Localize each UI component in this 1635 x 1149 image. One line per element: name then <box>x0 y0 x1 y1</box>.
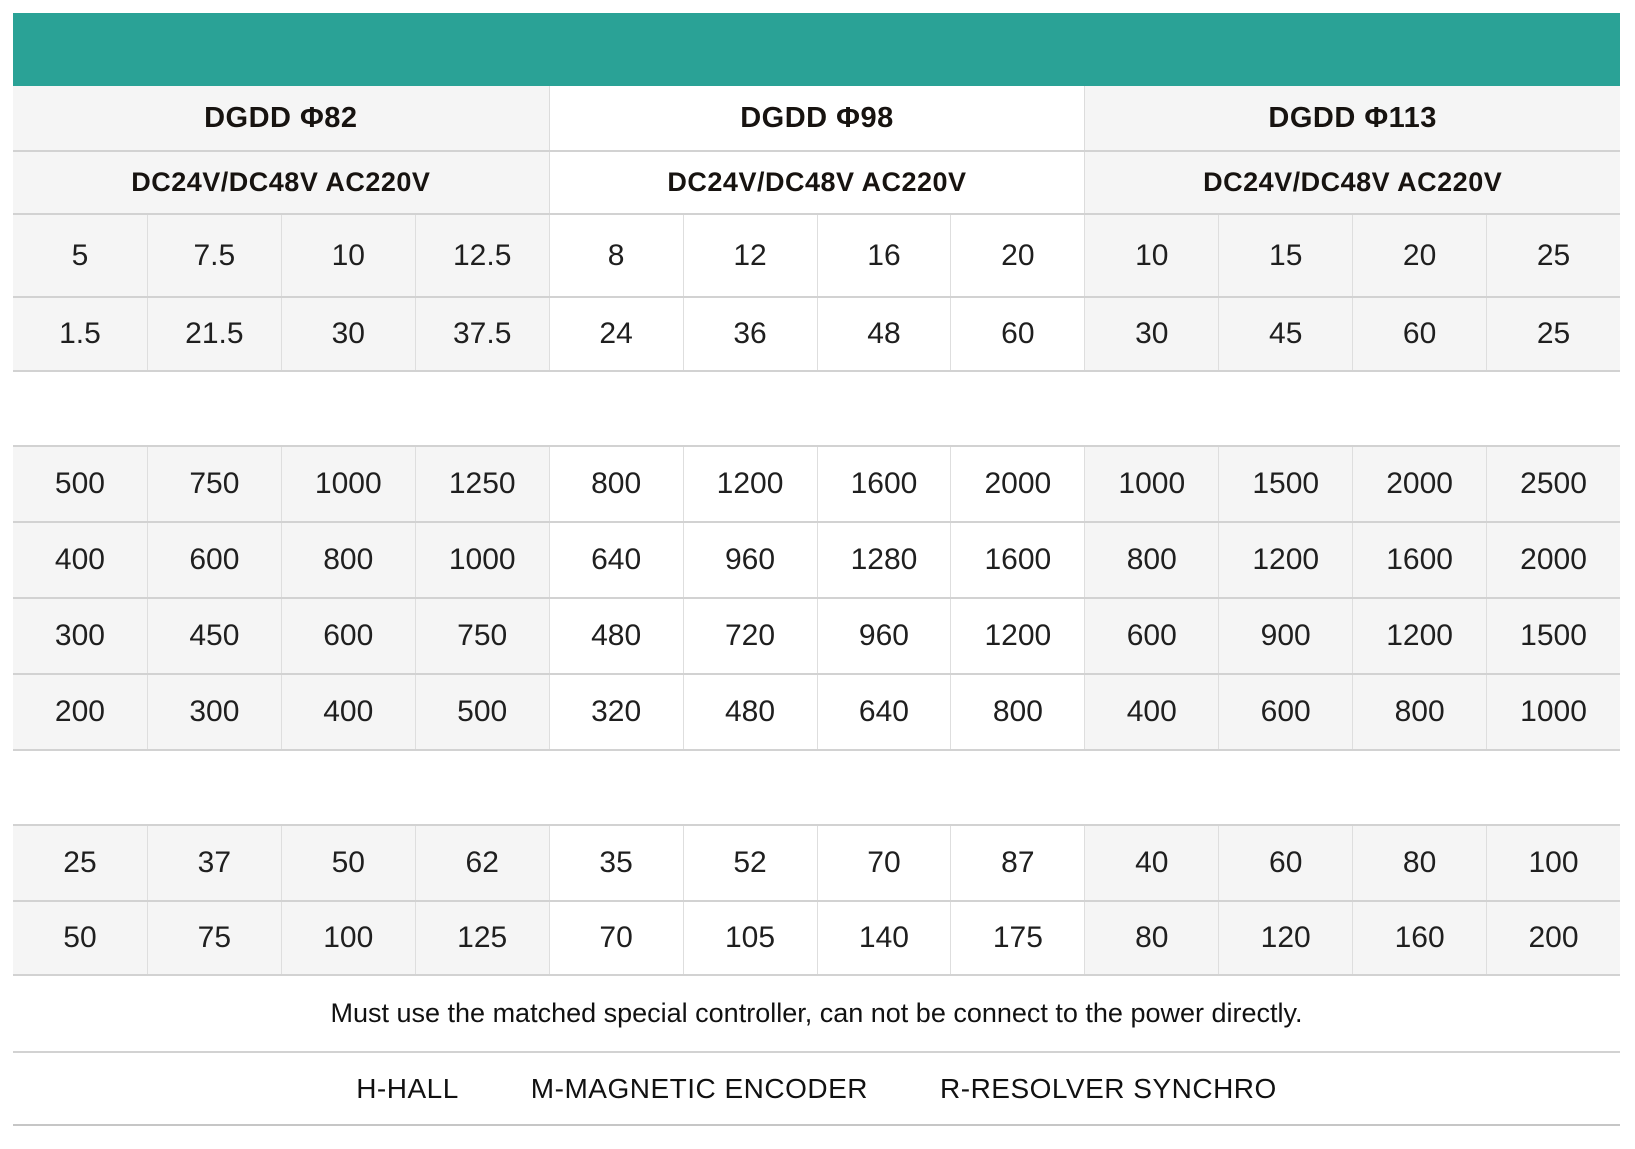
table-cell: 16 <box>817 215 951 296</box>
table-cell: 1200 <box>683 447 817 521</box>
table-row <box>13 673 1620 749</box>
table-cell: 800 <box>1084 523 1218 597</box>
table-cell: 40 <box>1084 826 1218 900</box>
table-cell: 800 <box>1352 675 1486 749</box>
table-cell: 1250 <box>415 447 549 521</box>
table-cell: 160 <box>1352 902 1486 974</box>
table-title-banner <box>13 13 1620 86</box>
table-cell: 21.5 <box>147 298 281 370</box>
table-cell: 500 <box>13 447 147 521</box>
table-cell: 80 <box>1352 826 1486 900</box>
table-row <box>13 213 1620 296</box>
voltage-header-dgdd-98: DC24V/DC48V AC220V <box>549 152 1085 213</box>
table-cell: 36 <box>683 298 817 370</box>
table-cell: 60 <box>1218 826 1352 900</box>
table-cell: 800 <box>549 447 683 521</box>
table-cell: 1600 <box>817 447 951 521</box>
table-row <box>13 900 1620 974</box>
table-cell: 2000 <box>950 447 1084 521</box>
table-cell: 37.5 <box>415 298 549 370</box>
table-cell: 60 <box>1352 298 1486 370</box>
table-cell: 1000 <box>1084 447 1218 521</box>
table-cell: 125 <box>415 902 549 974</box>
table-cell: 1200 <box>1352 599 1486 673</box>
model-header-dgdd-82: DGDD Φ82 <box>13 86 549 150</box>
table-cell: 25 <box>1486 298 1620 370</box>
table-cell: 1000 <box>1486 675 1620 749</box>
table-cell: 87 <box>950 826 1084 900</box>
table-cell: 300 <box>13 599 147 673</box>
voltage-header-row <box>13 150 1620 213</box>
table-cell: 37 <box>147 826 281 900</box>
sensor-legend-row <box>13 1051 1620 1126</box>
table-cell: 600 <box>1084 599 1218 673</box>
spacer-row <box>13 749 1620 824</box>
table-cell: 960 <box>683 523 817 597</box>
table-cell: 450 <box>147 599 281 673</box>
table-cell: 1500 <box>1486 599 1620 673</box>
legend-resolver-synchro: R-RESOLVER SYNCHRO <box>940 1072 1277 1104</box>
controller-note-row <box>13 974 1620 1051</box>
table-cell: 1200 <box>1218 523 1352 597</box>
table-cell: 20 <box>1352 215 1486 296</box>
table-cell: 50 <box>13 902 147 974</box>
table-cell: 640 <box>817 675 951 749</box>
legend-hall: H-HALL <box>356 1072 459 1104</box>
table-cell: 600 <box>1218 675 1352 749</box>
model-header-dgdd-98: DGDD Φ98 <box>549 86 1085 150</box>
legend-magnetic-encoder: M-MAGNETIC ENCODER <box>530 1072 869 1104</box>
table-cell: 75 <box>147 902 281 974</box>
table-cell: 24 <box>549 298 683 370</box>
table-cell: 35 <box>549 826 683 900</box>
table-row <box>13 824 1620 900</box>
voltage-header-dgdd-113: DC24V/DC48V AC220V <box>1084 152 1620 213</box>
table-row <box>13 521 1620 597</box>
table-cell: 200 <box>1486 902 1620 974</box>
table-cell: 1600 <box>950 523 1084 597</box>
table-cell: 7.5 <box>147 215 281 296</box>
table-cell: 640 <box>549 523 683 597</box>
table-cell: 10 <box>1084 215 1218 296</box>
table-cell: 5 <box>13 215 147 296</box>
table-cell: 600 <box>147 523 281 597</box>
table-cell: 720 <box>683 599 817 673</box>
table-cell: 400 <box>281 675 415 749</box>
table-cell: 1600 <box>1352 523 1486 597</box>
table-cell: 750 <box>147 447 281 521</box>
table-cell: 500 <box>415 675 549 749</box>
table-cell: 30 <box>281 298 415 370</box>
table-cell: 70 <box>549 902 683 974</box>
table-cell: 20 <box>950 215 1084 296</box>
table-cell: 800 <box>281 523 415 597</box>
table-cell: 320 <box>549 675 683 749</box>
controller-note: Must use the matched special controller, can not be connect to the power directly. <box>330 998 1303 1028</box>
table-cell: 750 <box>415 599 549 673</box>
table-cell: 600 <box>281 599 415 673</box>
table-cell: 1280 <box>817 523 951 597</box>
table-cell: 140 <box>817 902 951 974</box>
table-row <box>13 597 1620 673</box>
table-cell: 52 <box>683 826 817 900</box>
table-row <box>13 445 1620 521</box>
table-cell: 45 <box>1218 298 1352 370</box>
table-cell: 12 <box>683 215 817 296</box>
table-cell: 25 <box>1486 215 1620 296</box>
table-cell: 480 <box>549 599 683 673</box>
table-cell: 100 <box>281 902 415 974</box>
table-cell: 60 <box>950 298 1084 370</box>
table-cell: 15 <box>1218 215 1352 296</box>
table-cell: 105 <box>683 902 817 974</box>
table-cell: 480 <box>683 675 817 749</box>
table-cell: 50 <box>281 826 415 900</box>
table-cell: 2000 <box>1352 447 1486 521</box>
table-cell: 175 <box>950 902 1084 974</box>
table-cell: 400 <box>1084 675 1218 749</box>
table-cell: 1000 <box>281 447 415 521</box>
table-cell: 1.5 <box>13 298 147 370</box>
table-row <box>13 296 1620 370</box>
table-cell: 30 <box>1084 298 1218 370</box>
table-cell: 62 <box>415 826 549 900</box>
table-cell: 1000 <box>415 523 549 597</box>
model-header-dgdd-113: DGDD Φ113 <box>1084 86 1620 150</box>
spacer-row <box>13 370 1620 445</box>
table-cell: 2000 <box>1486 523 1620 597</box>
spec-table <box>13 13 1620 1126</box>
table-cell: 2500 <box>1486 447 1620 521</box>
table-cell: 100 <box>1486 826 1620 900</box>
model-header-row <box>13 86 1620 150</box>
table-cell: 300 <box>147 675 281 749</box>
table-cell: 48 <box>817 298 951 370</box>
table-cell: 10 <box>281 215 415 296</box>
table-cell: 1500 <box>1218 447 1352 521</box>
table-cell: 12.5 <box>415 215 549 296</box>
table-cell: 120 <box>1218 902 1352 974</box>
table-cell: 800 <box>950 675 1084 749</box>
table-cell: 25 <box>13 826 147 900</box>
table-cell: 200 <box>13 675 147 749</box>
table-cell: 960 <box>817 599 951 673</box>
table-cell: 400 <box>13 523 147 597</box>
voltage-header-dgdd-82: DC24V/DC48V AC220V <box>13 152 549 213</box>
table-cell: 80 <box>1084 902 1218 974</box>
table-cell: 1200 <box>950 599 1084 673</box>
table-cell: 8 <box>549 215 683 296</box>
table-cell: 70 <box>817 826 951 900</box>
table-cell: 900 <box>1218 599 1352 673</box>
